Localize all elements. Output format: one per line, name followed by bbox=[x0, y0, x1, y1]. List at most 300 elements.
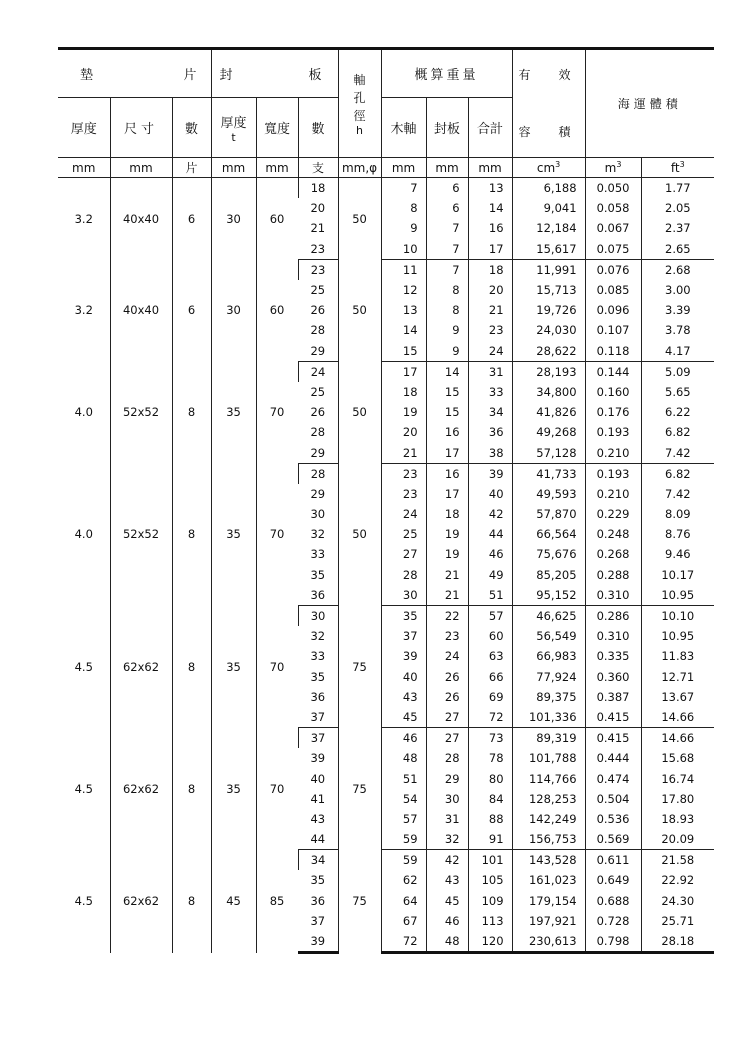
group-size: 52x52 bbox=[110, 361, 172, 463]
effective-volume: 15,617 bbox=[512, 239, 585, 260]
volume-ft3: 2.37 bbox=[641, 218, 714, 238]
effective-volume: 15,713 bbox=[512, 280, 585, 300]
col-thickness: 厚度 bbox=[70, 122, 97, 137]
effective-volume: 57,870 bbox=[512, 504, 585, 524]
spec-table-sheet bbox=[58, 47, 714, 954]
total-weight: 34 bbox=[468, 402, 512, 422]
wood-shaft-weight: 18 bbox=[381, 382, 426, 402]
col-seal-count: 數 bbox=[298, 98, 338, 158]
volume-ft3: 13.67 bbox=[641, 687, 714, 707]
seal-board-weight: 19 bbox=[426, 544, 468, 564]
sealing-label-left: 封 bbox=[219, 68, 235, 83]
effective-volume: 101,788 bbox=[512, 748, 585, 768]
seal-board-weight: 23 bbox=[426, 626, 468, 646]
table-row bbox=[58, 259, 714, 280]
total-weight: 14 bbox=[468, 198, 512, 218]
volume-ft3: 15.68 bbox=[641, 748, 714, 768]
wood-shaft-weight: 54 bbox=[381, 789, 426, 809]
group-size: 62x62 bbox=[110, 850, 172, 953]
volume-m3: 0.085 bbox=[585, 280, 641, 300]
seal-board-weight: 16 bbox=[426, 463, 468, 484]
seal-count: 37 bbox=[298, 728, 338, 749]
seal-board-weight: 28 bbox=[426, 748, 468, 768]
group-thickness: 3.2 bbox=[74, 303, 93, 318]
volume-m3: 0.058 bbox=[585, 198, 641, 218]
wood-shaft-weight: 40 bbox=[381, 667, 426, 687]
volume-ft3: 2.05 bbox=[641, 198, 714, 218]
total-weight: 63 bbox=[468, 646, 512, 666]
total-weight: 44 bbox=[468, 524, 512, 544]
volume-m3: 0.160 bbox=[585, 382, 641, 402]
volume-ft3: 8.09 bbox=[641, 504, 714, 524]
wood-shaft-weight: 11 bbox=[381, 259, 426, 280]
seal-board-weight: 9 bbox=[426, 341, 468, 362]
effective-volume: 66,564 bbox=[512, 524, 585, 544]
volume-m3: 0.229 bbox=[585, 504, 641, 524]
effective-volume: 75,676 bbox=[512, 544, 585, 564]
total-weight: 72 bbox=[468, 707, 512, 728]
wood-shaft-weight: 23 bbox=[381, 484, 426, 504]
wood-shaft-weight: 72 bbox=[381, 931, 426, 953]
group-shaft-hole: 75 bbox=[338, 605, 381, 727]
wood-shaft-weight: 57 bbox=[381, 809, 426, 829]
total-weight: 105 bbox=[468, 870, 512, 890]
seal-count: 30 bbox=[310, 507, 326, 522]
seal-board-weight: 17 bbox=[426, 442, 468, 463]
volume-m3: 0.444 bbox=[585, 748, 641, 768]
group-size: 62x62 bbox=[110, 605, 172, 727]
group-shaft-hole: 50 bbox=[338, 463, 381, 605]
seal-board-weight: 15 bbox=[426, 402, 468, 422]
volume-ft3: 8.76 bbox=[641, 524, 714, 544]
volume-ft3: 2.68 bbox=[641, 259, 714, 280]
volume-m3: 0.504 bbox=[585, 789, 641, 809]
volume-m3: 0.335 bbox=[585, 646, 641, 666]
volume-ft3: 24.30 bbox=[641, 891, 714, 911]
total-weight: 109 bbox=[468, 891, 512, 911]
effective-volume: 24,030 bbox=[512, 320, 585, 340]
volume-ft3: 3.00 bbox=[641, 280, 714, 300]
total-weight: 23 bbox=[468, 320, 512, 340]
effective-volume: 179,154 bbox=[512, 891, 585, 911]
effective-volume: 89,375 bbox=[512, 687, 585, 707]
unit-ft3: $ft^3$ bbox=[641, 158, 714, 178]
group-thickness: 4.5 bbox=[74, 781, 93, 796]
effective-volume: 9,041 bbox=[512, 198, 585, 218]
seal-board-weight: 6 bbox=[426, 198, 468, 218]
volume-m3: 0.268 bbox=[585, 544, 641, 564]
seal-count: 29 bbox=[298, 341, 338, 362]
wood-shaft-weight: 21 bbox=[381, 442, 426, 463]
group-seal-thickness: 35 bbox=[211, 605, 256, 727]
spacer-label-right: 片 bbox=[183, 68, 199, 83]
group-seal-thickness: 45 bbox=[211, 850, 256, 953]
total-weight: 51 bbox=[468, 585, 512, 606]
seal-count: 36 bbox=[310, 893, 326, 908]
group-thickness: 4.0 bbox=[74, 527, 93, 542]
effective-volume: 95,152 bbox=[512, 585, 585, 606]
volume-ft3: 10.17 bbox=[641, 565, 714, 585]
effective-volume: 28,193 bbox=[512, 361, 585, 382]
shaft-hole-char-2: 孔 bbox=[353, 90, 366, 105]
group-size: 62x62 bbox=[110, 728, 172, 850]
seal-board-weight: 14 bbox=[426, 361, 468, 382]
effective-volume: 57,128 bbox=[512, 442, 585, 463]
wood-shaft-weight: 45 bbox=[381, 707, 426, 728]
seal-count: 32 bbox=[310, 629, 326, 644]
group-size: 52x52 bbox=[110, 463, 172, 605]
seal-board-weight: 29 bbox=[426, 768, 468, 788]
seal-count: 40 bbox=[310, 771, 326, 786]
volume-m3: 0.067 bbox=[585, 218, 641, 238]
group-size: 40x40 bbox=[110, 178, 172, 260]
total-weight: 120 bbox=[468, 931, 512, 953]
volume-m3: 0.075 bbox=[585, 239, 641, 260]
wood-shaft-weight: 64 bbox=[381, 891, 426, 911]
seal-count: 18 bbox=[298, 178, 338, 199]
effective-label-top: 有 bbox=[518, 68, 531, 82]
volume-ft3: 14.66 bbox=[641, 707, 714, 728]
effective-volume: 41,733 bbox=[512, 463, 585, 484]
group-shaft-hole: 50 bbox=[338, 259, 381, 361]
total-weight: 60 bbox=[468, 626, 512, 646]
volume-m3: 0.649 bbox=[585, 870, 641, 890]
total-weight: 17 bbox=[468, 239, 512, 260]
group-seal-width: 70 bbox=[256, 728, 298, 850]
seal-board-weight: 32 bbox=[426, 829, 468, 850]
ocean-volume-header: 海運體積 bbox=[585, 49, 714, 158]
volume-m3: 0.050 bbox=[585, 178, 641, 199]
volume-ft3: 22.92 bbox=[641, 870, 714, 890]
seal-board-weight: 24 bbox=[426, 646, 468, 666]
group-seal-thickness: 35 bbox=[211, 361, 256, 463]
effective-volume: 34,800 bbox=[512, 382, 585, 402]
group-seal-width: 60 bbox=[256, 178, 298, 260]
seal-board-weight: 16 bbox=[426, 422, 468, 442]
seal-count: 26 bbox=[310, 303, 326, 318]
seal-count: 26 bbox=[310, 405, 326, 420]
group-size: 40x40 bbox=[110, 259, 172, 361]
volume-m3: 0.536 bbox=[585, 809, 641, 829]
wood-shaft-weight: 9 bbox=[381, 218, 426, 238]
effective-volume: 89,319 bbox=[512, 728, 585, 749]
unit-size: mm bbox=[110, 158, 172, 178]
volume-m3: 0.193 bbox=[585, 422, 641, 442]
seal-count: 37 bbox=[310, 913, 326, 928]
seal-count: 23 bbox=[298, 259, 338, 280]
effective-label-bottom-right: 積 bbox=[558, 125, 571, 139]
volume-ft3: 3.78 bbox=[641, 320, 714, 340]
total-weight: 46 bbox=[468, 544, 512, 564]
total-weight: 13 bbox=[468, 178, 512, 199]
total-weight: 16 bbox=[468, 218, 512, 238]
seal-board-weight: 7 bbox=[426, 259, 468, 280]
seal-count: 21 bbox=[310, 221, 326, 236]
seal-count: 35 bbox=[310, 567, 326, 582]
effective-volume: 49,268 bbox=[512, 422, 585, 442]
group-thickness: 3.2 bbox=[74, 211, 93, 226]
volume-m3: 0.728 bbox=[585, 911, 641, 931]
seal-board-weight: 45 bbox=[426, 891, 468, 911]
seal-board-weight: 7 bbox=[426, 239, 468, 260]
group-count: 8 bbox=[172, 463, 211, 605]
volume-ft3: 5.09 bbox=[641, 361, 714, 382]
effective-volume: 12,184 bbox=[512, 218, 585, 238]
seal-count: 29 bbox=[310, 486, 326, 501]
group-seal-width: 85 bbox=[256, 850, 298, 953]
volume-m3: 0.193 bbox=[585, 463, 641, 484]
volume-m3: 0.248 bbox=[585, 524, 641, 544]
volume-ft3: 4.17 bbox=[641, 341, 714, 362]
volume-ft3: 6.82 bbox=[641, 422, 714, 442]
col-wood-shaft: 木軸 bbox=[381, 98, 426, 158]
group-seal-width: 70 bbox=[256, 463, 298, 605]
shaft-hole-char-1: 軸 bbox=[353, 72, 366, 87]
volume-ft3: 16.74 bbox=[641, 768, 714, 788]
seal-count: 25 bbox=[310, 283, 326, 298]
seal-count: 39 bbox=[298, 931, 338, 953]
wood-shaft-weight: 59 bbox=[381, 829, 426, 850]
wood-shaft-weight: 39 bbox=[381, 646, 426, 666]
total-weight: 88 bbox=[468, 809, 512, 829]
total-weight: 20 bbox=[468, 280, 512, 300]
seal-count: 23 bbox=[298, 239, 338, 260]
volume-ft3: 7.42 bbox=[641, 484, 714, 504]
group-count: 6 bbox=[172, 259, 211, 361]
table-row bbox=[58, 728, 714, 749]
effective-volume: 11,991 bbox=[512, 259, 585, 280]
wood-shaft-weight: 67 bbox=[381, 911, 426, 931]
volume-ft3: 18.93 bbox=[641, 809, 714, 829]
effective-volume: 28,622 bbox=[512, 341, 585, 362]
seal-count: 30 bbox=[298, 605, 338, 626]
seal-count: 24 bbox=[298, 361, 338, 382]
wood-shaft-weight: 51 bbox=[381, 768, 426, 788]
seal-board-weight: 42 bbox=[426, 850, 468, 871]
seal-count: 35 bbox=[310, 873, 326, 888]
effective-volume-header bbox=[512, 49, 585, 158]
volume-ft3: 5.65 bbox=[641, 382, 714, 402]
total-weight: 24 bbox=[468, 341, 512, 362]
seal-board-weight: 26 bbox=[426, 667, 468, 687]
wood-shaft-weight: 19 bbox=[381, 402, 426, 422]
seal-count: 35 bbox=[310, 669, 326, 684]
volume-m3: 0.688 bbox=[585, 891, 641, 911]
total-weight: 21 bbox=[468, 300, 512, 320]
seal-board-weight: 19 bbox=[426, 524, 468, 544]
effective-volume: 161,023 bbox=[512, 870, 585, 890]
seal-board-weight: 8 bbox=[426, 280, 468, 300]
total-weight: 73 bbox=[468, 728, 512, 749]
col-seal-thickness-sub: t bbox=[231, 130, 236, 144]
unit-row bbox=[58, 158, 714, 178]
wood-shaft-weight: 46 bbox=[381, 728, 426, 749]
unit-effective: $cm^3$ bbox=[512, 158, 585, 178]
volume-m3: 0.415 bbox=[585, 728, 641, 749]
unit-shaft: mm,φ bbox=[338, 158, 381, 178]
seal-board-weight: 8 bbox=[426, 300, 468, 320]
seal-count: 20 bbox=[310, 201, 326, 216]
volume-m3: 0.107 bbox=[585, 320, 641, 340]
wood-shaft-weight: 15 bbox=[381, 341, 426, 362]
seal-board-weight: 43 bbox=[426, 870, 468, 890]
seal-board-weight: 21 bbox=[426, 565, 468, 585]
volume-ft3: 10.95 bbox=[641, 626, 714, 646]
volume-m3: 0.144 bbox=[585, 361, 641, 382]
seal-board-weight: 48 bbox=[426, 931, 468, 953]
volume-ft3: 14.66 bbox=[641, 728, 714, 749]
seal-board-weight: 6 bbox=[426, 178, 468, 199]
seal-count: 32 bbox=[310, 527, 326, 542]
seal-board-weight: 21 bbox=[426, 585, 468, 606]
group-count: 8 bbox=[172, 361, 211, 463]
volume-ft3: 9.46 bbox=[641, 544, 714, 564]
unit-count: 片 bbox=[172, 158, 211, 178]
group-thickness: 4.5 bbox=[74, 894, 93, 909]
sealing-group-header bbox=[211, 49, 338, 98]
volume-m3: 0.611 bbox=[585, 850, 641, 871]
total-weight: 36 bbox=[468, 422, 512, 442]
seal-board-weight: 30 bbox=[426, 789, 468, 809]
total-weight: 39 bbox=[468, 463, 512, 484]
wood-shaft-weight: 59 bbox=[381, 850, 426, 871]
effective-volume: 114,766 bbox=[512, 768, 585, 788]
effective-volume: 6,188 bbox=[512, 178, 585, 199]
col-seal-thickness-label: 厚度 bbox=[220, 115, 247, 131]
seal-count: 44 bbox=[298, 829, 338, 850]
seal-count: 43 bbox=[310, 811, 326, 826]
group-seal-thickness: 35 bbox=[211, 728, 256, 850]
effective-label-bottom: 容 bbox=[518, 125, 531, 139]
unit-thickness: mm bbox=[58, 158, 110, 178]
sealing-label-right: 板 bbox=[308, 68, 324, 83]
effective-volume: 156,753 bbox=[512, 829, 585, 850]
volume-ft3: 25.71 bbox=[641, 911, 714, 931]
seal-board-weight: 27 bbox=[426, 707, 468, 728]
volume-m3: 0.096 bbox=[585, 300, 641, 320]
seal-board-weight: 26 bbox=[426, 687, 468, 707]
col-seal-thickness bbox=[211, 98, 256, 158]
group-seal-width: 60 bbox=[256, 259, 298, 361]
total-weight: 33 bbox=[468, 382, 512, 402]
wood-shaft-weight: 17 bbox=[381, 361, 426, 382]
wood-shaft-weight: 8 bbox=[381, 198, 426, 218]
table-row bbox=[58, 361, 714, 382]
total-weight: 57 bbox=[468, 605, 512, 626]
col-seal-width: 寬度 bbox=[256, 98, 298, 158]
volume-m3: 0.310 bbox=[585, 585, 641, 606]
volume-ft3: 7.42 bbox=[641, 442, 714, 463]
volume-m3: 0.310 bbox=[585, 626, 641, 646]
effective-volume: 19,726 bbox=[512, 300, 585, 320]
group-count: 8 bbox=[172, 850, 211, 953]
seal-count: 25 bbox=[310, 384, 326, 399]
volume-m3: 0.286 bbox=[585, 605, 641, 626]
wood-shaft-weight: 20 bbox=[381, 422, 426, 442]
unit-seal-count: 支 bbox=[298, 158, 338, 178]
volume-m3: 0.288 bbox=[585, 565, 641, 585]
total-weight: 78 bbox=[468, 748, 512, 768]
volume-m3: 0.474 bbox=[585, 768, 641, 788]
wood-shaft-weight: 62 bbox=[381, 870, 426, 890]
total-weight: 84 bbox=[468, 789, 512, 809]
seal-board-weight: 17 bbox=[426, 484, 468, 504]
wood-shaft-weight: 43 bbox=[381, 687, 426, 707]
spacer-group-header bbox=[58, 49, 211, 98]
effective-volume: 77,924 bbox=[512, 667, 585, 687]
effective-label-top-right: 效 bbox=[558, 68, 571, 82]
total-weight: 42 bbox=[468, 504, 512, 524]
effective-volume: 230,613 bbox=[512, 931, 585, 953]
total-weight: 31 bbox=[468, 361, 512, 382]
seal-board-weight: 27 bbox=[426, 728, 468, 749]
wood-shaft-weight: 24 bbox=[381, 504, 426, 524]
volume-ft3: 2.65 bbox=[641, 239, 714, 260]
wood-shaft-weight: 13 bbox=[381, 300, 426, 320]
seal-count: 28 bbox=[310, 323, 326, 338]
effective-volume: 85,205 bbox=[512, 565, 585, 585]
table-row bbox=[58, 850, 714, 871]
volume-m3: 0.210 bbox=[585, 484, 641, 504]
unit-wood: mm bbox=[381, 158, 426, 178]
effective-volume: 46,625 bbox=[512, 605, 585, 626]
table-row bbox=[58, 463, 714, 484]
group-count: 6 bbox=[172, 178, 211, 260]
volume-m3: 0.415 bbox=[585, 707, 641, 728]
seal-count: 29 bbox=[298, 442, 338, 463]
group-thickness: 4.0 bbox=[74, 405, 93, 420]
wood-shaft-weight: 7 bbox=[381, 178, 426, 199]
seal-count: 37 bbox=[298, 707, 338, 728]
total-weight: 113 bbox=[468, 911, 512, 931]
seal-count: 33 bbox=[310, 649, 326, 664]
volume-m3: 0.210 bbox=[585, 442, 641, 463]
table-row bbox=[58, 605, 714, 626]
total-weight: 40 bbox=[468, 484, 512, 504]
wood-shaft-weight: 27 bbox=[381, 544, 426, 564]
unit-seal-width: mm bbox=[256, 158, 298, 178]
spacer-label-left: 墊 bbox=[80, 68, 96, 83]
volume-m3: 0.176 bbox=[585, 402, 641, 422]
volume-m3: 0.387 bbox=[585, 687, 641, 707]
group-shaft-hole: 75 bbox=[338, 728, 381, 850]
volume-ft3: 10.95 bbox=[641, 585, 714, 606]
seal-board-weight: 46 bbox=[426, 911, 468, 931]
group-count: 8 bbox=[172, 728, 211, 850]
seal-board-weight: 22 bbox=[426, 605, 468, 626]
volume-m3: 0.798 bbox=[585, 931, 641, 953]
col-total: 合計 bbox=[468, 98, 512, 158]
total-weight: 80 bbox=[468, 768, 512, 788]
volume-m3: 0.569 bbox=[585, 829, 641, 850]
group-seal-thickness: 30 bbox=[211, 178, 256, 260]
volume-ft3: 28.18 bbox=[641, 931, 714, 953]
total-weight: 91 bbox=[468, 829, 512, 850]
effective-volume: 41,826 bbox=[512, 402, 585, 422]
col-seal-board: 封板 bbox=[426, 98, 468, 158]
unit-total: mm bbox=[468, 158, 512, 178]
effective-volume: 101,336 bbox=[512, 707, 585, 728]
total-weight: 66 bbox=[468, 667, 512, 687]
wood-shaft-weight: 48 bbox=[381, 748, 426, 768]
group-count: 8 bbox=[172, 605, 211, 727]
col-size: 尺寸 bbox=[110, 98, 172, 158]
seal-count: 28 bbox=[298, 463, 338, 484]
weight-group-header: 概算重量 bbox=[381, 49, 512, 98]
volume-ft3: 6.22 bbox=[641, 402, 714, 422]
wood-shaft-weight: 30 bbox=[381, 585, 426, 606]
volume-m3: 0.076 bbox=[585, 259, 641, 280]
